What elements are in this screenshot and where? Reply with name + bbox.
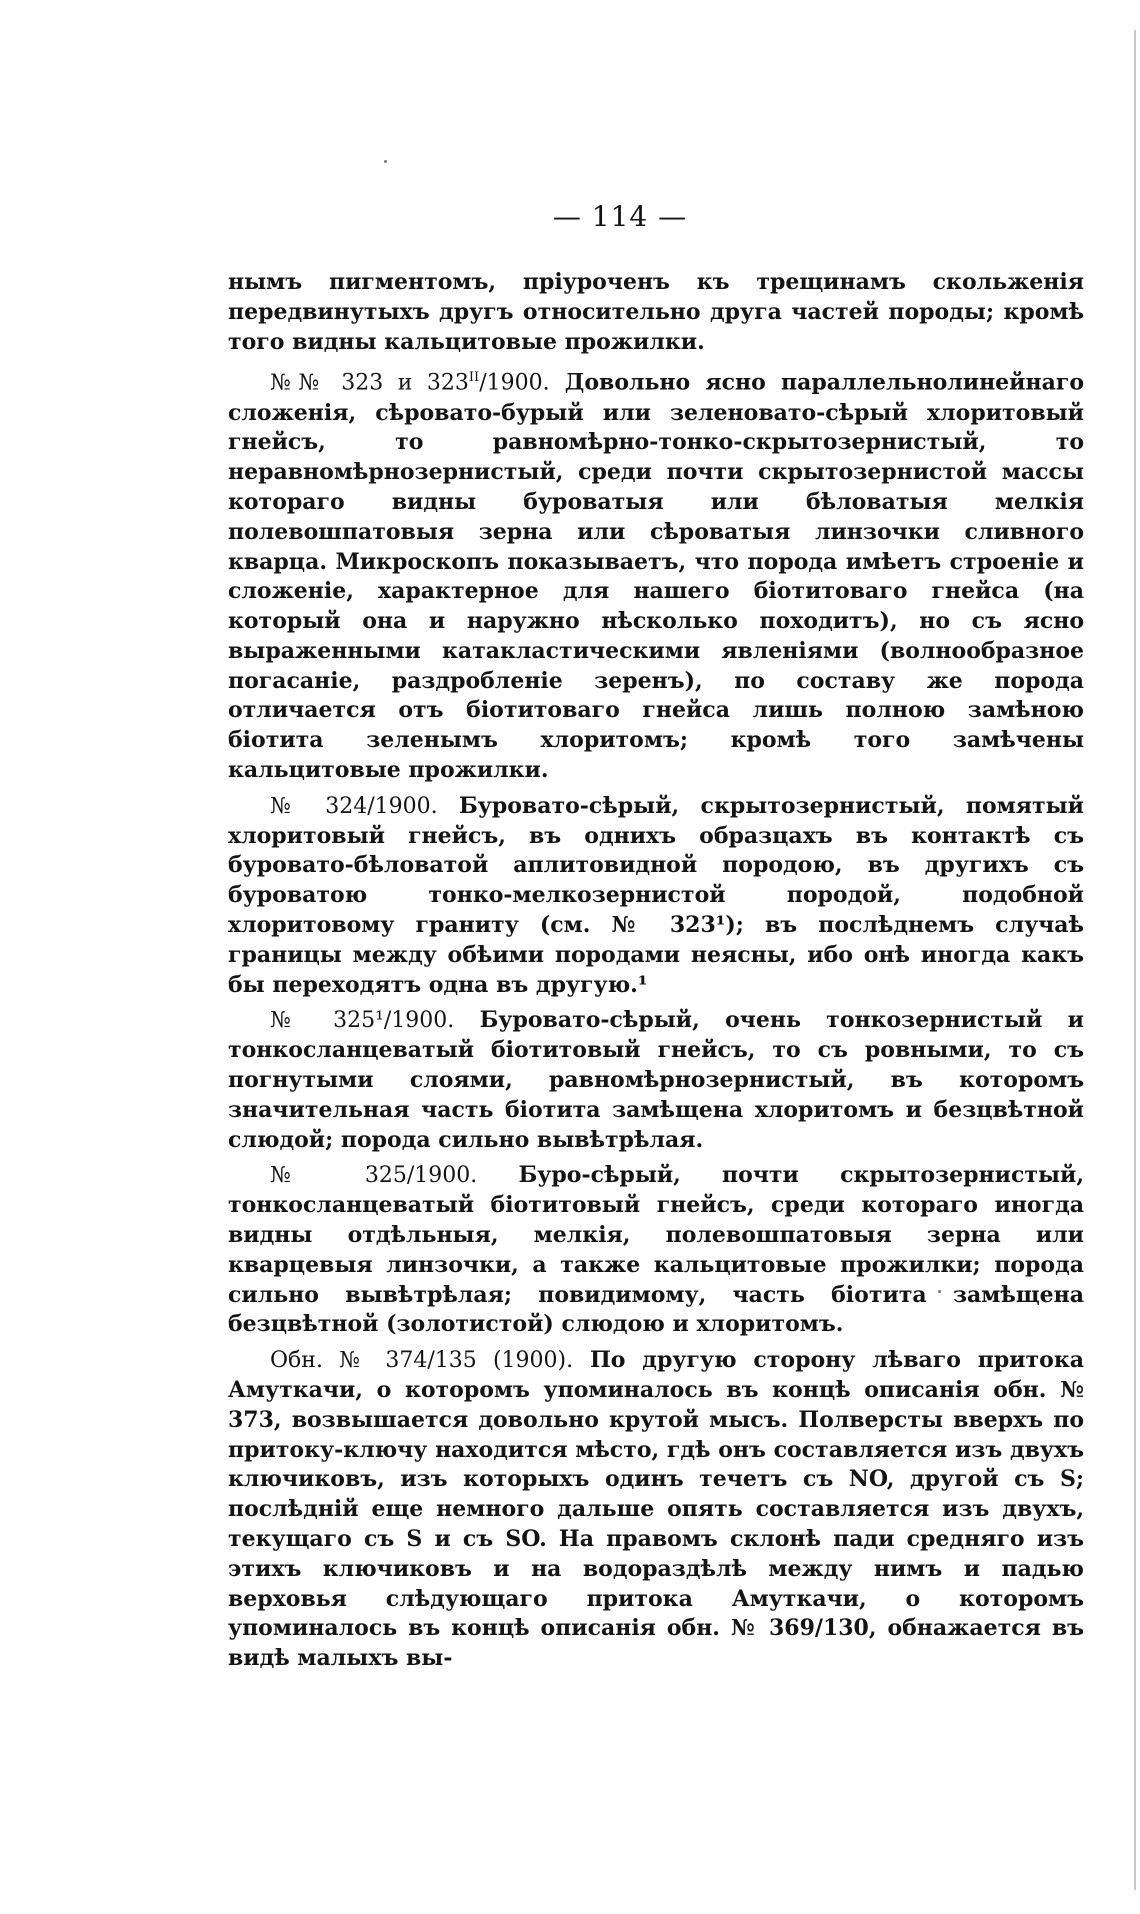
paragraph-sample-325 — [228, 1161, 1084, 1340]
outcrop-number: Обн. № 374/135 (1900). — [270, 1348, 574, 1374]
paragraph-text: Довольно ясно параллельнолинейнаго сложенія, сѣровато-бурый или зеленовато-сѣрый хлоритовый гнейсъ, то равномѣрно-тонко-скрытозернистый, то неравномѣрнозернистый, среди почти скрытозернистой массы котораго видны буроватыя или бѣловатыя мелкія полевошпатовыя зерна или сѣроватыя линзочки сливного кварца. Микроскопъ показываетъ, что порода имѣетъ строеніе и сложеніе, характерное для нашего біотитоваго гнейса (на который она и наружно нѣсколько походитъ), но съ ясно выраженными катакластическими явленіями (волнообразное погасаніе, раздробленіе зеренъ), по составу же порода отличается отъ біотитоваго гнейса лишь полною замѣною біотита зеленымъ хлоритомъ; кромѣ того замѣчены кальцитовые прожилки. — [228, 369, 1085, 784]
page-edge-shadow — [1134, 30, 1136, 1890]
sample-number: № 325¹/1900. — [270, 1008, 455, 1034]
sample-number-tail: /1900. — [479, 370, 550, 396]
paragraph-continuation — [228, 268, 1084, 357]
paragraph-sample-325-1 — [228, 1006, 1084, 1155]
paragraph-text: По другую сторону лѣваго притока Амуткачи, о которомъ упоминалось въ концѣ описанія обн. № 373, возвышается довольно крутой мысъ. Полверсты вверхъ по притоку-ключу находится мѣсто, гдѣ онъ составляется изъ двухъ ключиковъ, изъ которыхъ одинъ течетъ съ NO, другой съ S; послѣдній еще немного дальше опять составляется изъ двухъ, текущаго съ S и съ SO. На правомъ склонѣ пади средняго изъ этихъ ключиковъ и на водораздѣлѣ между нимъ и падью верховья слѣдующаго притока Амуткачи, о которомъ упоминалось въ концѣ описанія обн. № 369/130, обнажается въ видѣ малыхъ вы- — [228, 1347, 1085, 1672]
page-number-text: — 114 — — [552, 200, 688, 233]
sample-number: №№ 323 и 323 — [270, 370, 469, 396]
scan-speck — [384, 160, 387, 163]
sample-number: № 325/1900. — [270, 1163, 478, 1189]
paragraph-outcrop-374 — [228, 1346, 1084, 1674]
paragraph-text: Буровато-сѣрый, скрытозернистый, помятый хлоритовый гнейсъ, въ однихъ образцахъ въ контактѣ съ буровато-бѣловатой аплитовидной породою, въ другихъ съ буроватою тонко-мелкозернистой породой, подобной хлоритовому граниту (см. № 323¹); въ послѣднемъ случаѣ границы между обѣими породами неясны, ибо онѣ иногда какъ бы переходятъ одна въ другую.¹ — [228, 792, 1084, 998]
paragraph-text: Буровато-сѣрый, очень тонкозернистый и тонкосланцеватый біотитовый гнейсъ, то съ ровными, то съ погнутыми слоями, равномѣрнозернистый, въ которомъ значительная часть біотита замѣщена хлоритомъ и безцвѣтной слюдой; порода сильно вывѣтрѣлая. — [228, 1007, 1085, 1153]
body-text — [228, 268, 1084, 1680]
paragraph-sample-323 — [228, 363, 1084, 785]
sample-number-superscript: II — [468, 370, 480, 386]
paragraph-text: Буро-сѣрый, почти скрытозернистый, тонкосланцеватый біотитовый гнейсъ, среди котораго иногда видны отдѣльныя, мелкія, полевошпатовыя зерна или кварцевыя линзочки, а также кальцитовые прожилки; порода сильно вывѣтрѣлая; повидимому, часть біотита замѣщена безцвѣтной (золотистой) слюдою и хлоритомъ. — [228, 1162, 1085, 1338]
page-number — [0, 200, 1140, 233]
sample-number: № 324/1900. — [270, 793, 438, 819]
paragraph-text: нымъ пигментомъ, пріуроченъ къ трещинамъ скольженія передвинутыхъ другъ относительно друга частей породы; кромѣ того видны кальцитовые прожилки. — [228, 269, 1084, 355]
paragraph-sample-324 — [228, 792, 1084, 1001]
